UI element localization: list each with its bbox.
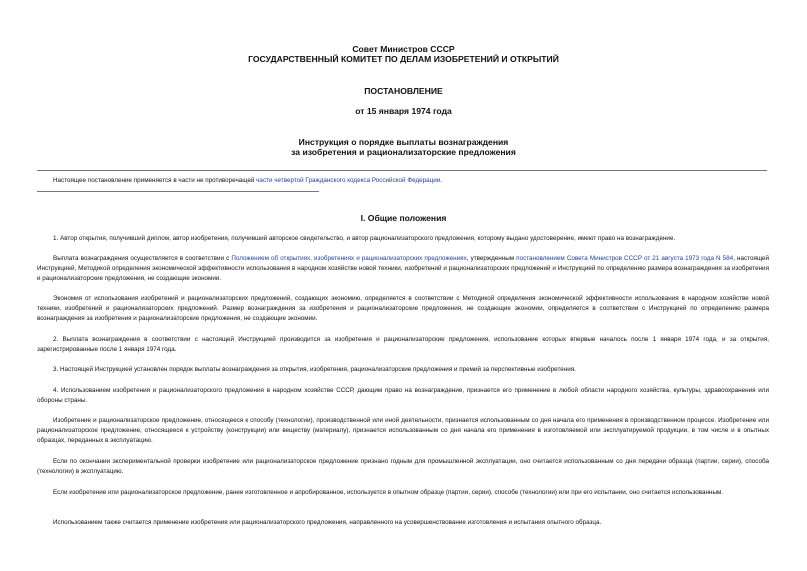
- paragraph-5: 3. Настоящей Инструкцией установлен порядок выплаты вознаграждения за открытия, изобретения, рационализаторские предложения и премий за перспективные изобретения.: [53, 366, 576, 373]
- paragraph-2: [37, 254, 769, 284]
- council-resolution-link[interactable]: постановлением Совета Министров СССР от 21 августа 1973 года N 584: [516, 255, 734, 262]
- paragraph-2-text-a: Выплата вознаграждения осуществляется в соответствии с: [53, 255, 232, 262]
- paragraph-4: 2. Выплата вознаграждения в соответствии с настоящей Инструкцией производится за изобретения и рационализаторские предложения, использование которых впервые началось после 1 января 1974 года, и за открытия, зарегистрированные после 1 января 1974 года.: [37, 336, 769, 353]
- document-date: от 15 января 1974 года: [355, 106, 452, 116]
- note-text-before: Настоящее постановление применяется в части не противоречащей: [53, 177, 257, 184]
- civil-code-link[interactable]: части четвертой Гражданского кодекса Российской Федерации: [256, 177, 441, 184]
- committee-name: ГОСУДАРСТВЕННЫЙ КОМИТЕТ ПО ДЕЛАМ ИЗОБРЕТЕНИЙ И ОТКРЫТИЙ: [248, 54, 559, 64]
- paragraph-8: Если по окончании экспериментальной проверки изобретение или рационализаторское предложение признано годным для промышленной эксплуатации, оно считается использованным со дня передачи образца (партии, серии), способа (технологии) в эксплуатацию.: [37, 458, 769, 475]
- note-text-after: .: [440, 177, 443, 184]
- document-title-line1: Инструкция о порядке выплаты вознаграждения: [298, 137, 509, 147]
- document-title-line2: за изобретения и рационализаторские предложения: [291, 147, 516, 157]
- paragraph-2-text-c: , настоящей Инструкцией, Методикой определения экономической эффективности использования в народном хозяйстве новой техники, изобретений и рационализаторских предложений и Инструкцией по определению размера вознаграждения за изобретения и рационализаторские предложения, не создающие экономии.: [37, 255, 770, 282]
- note-divider: [37, 191, 319, 192]
- paragraph-7: Изобретение и рационализаторское предложение, относящееся к способу (технологии), производственной или иной деятельности, признается использованным со дня начала его применения в производственном процессе. Изобретение или рационализаторское предложение, относящееся к устройству (конструкции) или веществу (материалу), признается использованным со дня начала его применения в изготовляемой или эксплуатируемой продукции, в том числе и в опытных образцах, переданных в эксплуатацию.: [37, 417, 769, 444]
- issuer-line: Совет Министров СССР: [352, 44, 455, 54]
- section-title: I. Общие положения: [360, 213, 447, 223]
- paragraph-9: Если изобретение или рационализаторское предложение, ранее изготовленное и апробированное, используется в опытном образце (партии, серии), способе (технологии) или при его испытании, оно считается использованным.: [53, 489, 724, 496]
- document-type: ПОСТАНОВЛЕНИЕ: [364, 86, 443, 96]
- paragraph-1: 1. Автор открытия, получивший диплом, автор изобретения, получивший авторское свидетельство, и автор рационализаторского предложения, которому выдано удостоверение, имеют право на вознаграждение.: [53, 235, 676, 242]
- top-divider: [37, 170, 767, 171]
- paragraph-3: Экономия от использования изобретений и рационализаторских предложений, создающих экономию, определяется в соответствии с Методикой определения экономической эффективности использования в народном хозяйстве новой техники, изобретений и рационализаторских предложений. Размер вознаграждения за изобретения и рационализаторские предложения, не создающие экономии, определяется в соответствии с Инструкцией по определению размера вознаграждения за изобретения и рационализаторские предложения, не создающие экономии.: [37, 295, 769, 322]
- paragraph-6: 4. Использованием изобретения и рационализаторского предложения в народном хозяйстве СССР, дающим право на вознаграждение, признается его применение в любой области народного хозяйства, культуры, здравоохранения или обороны страны.: [37, 387, 769, 404]
- regulation-link[interactable]: Положением об открытиях, изобретениях и рационализаторских предложениях: [231, 255, 467, 262]
- paragraph-2-text-b: , утвержденным: [466, 255, 517, 262]
- paragraph-10: Использованием также считается применение изобретения или рационализаторского предложения, направленного на усовершенствование изготовления и испытания опытного образца.: [53, 519, 602, 526]
- applicability-note: [37, 176, 769, 186]
